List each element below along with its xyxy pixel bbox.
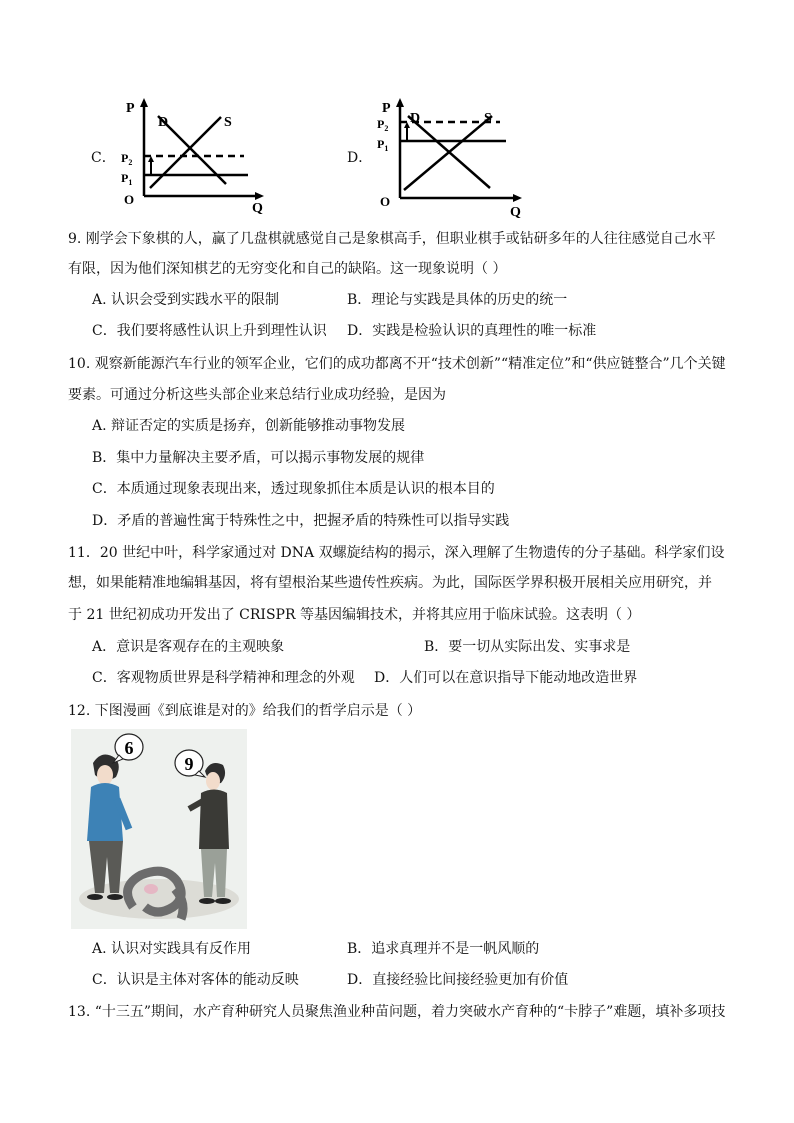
p1-label: $P_1$ — [121, 171, 133, 187]
q11-option-a: A．意识是客观存在的主观映象 — [92, 639, 285, 655]
axis-q-label: Q — [252, 201, 263, 216]
right-bubble-number: 9 — [184, 754, 194, 774]
curve-d-label: D — [158, 115, 169, 130]
q12-option-c: C．认识是主体对客体的能动反映 — [92, 972, 299, 988]
q13-stem-line1: 13. “十三五”期间，水产育种研究人员聚焦渔业种苗问题，着力突破水产育种的“卡脖子”难题，填补多项技 — [68, 1004, 726, 1020]
q11-stem-line2: 想，如果能精准地编辑基因，将有望根治某些遗传性疾病。为此，国际医学界积极开展相关应用研究，并 — [68, 575, 712, 591]
option-c-label: C． — [91, 150, 116, 166]
q9-option-b: B．理论与实践是具体的历史的统一 — [347, 292, 568, 308]
q12-option-d: D．直接经验比间接经验更加有价值 — [347, 972, 569, 988]
q12-option-a: A. 认识对实践具有反作用 — [92, 941, 252, 957]
q10-option-c: C．本质通过现象表现出来，透过现象抓住本质是认识的根本目的 — [92, 481, 495, 497]
q9-option-a: A. 认识会受到实践水平的限制 — [92, 292, 280, 308]
q11-option-d: D．人们可以在意识指导下能动地改造世界 — [374, 670, 638, 686]
q9-stem-line2: 有限，因为他们深知棋艺的无穷变化和自己的缺陷。这一现象说明（ ） — [68, 261, 507, 277]
q12-stem-line1: 12. 下图漫画《到底谁是对的》给我们的哲学启示是（ ） — [68, 703, 422, 719]
curve-s-label: S — [224, 115, 232, 130]
p2-label: $P_2$ — [121, 151, 133, 167]
axis-p-label: P — [126, 101, 135, 116]
q11-option-c: C．客观物质世界是科学精神和理念的外观 — [92, 670, 355, 686]
q12-option-b: B．追求真理并不是一帆风顺的 — [347, 941, 540, 957]
q9-stem-line1: 9. 刚学会下象棋的人，赢了几盘棋就感觉自己是象棋高手，但职业棋手或钻研多年的人往往感觉自己水平 — [68, 231, 716, 247]
cartoon-illustration — [71, 729, 247, 929]
q10-stem-line2: 要素。可通过分析这些头部企业来总结行业成功经验，是因为 — [68, 387, 446, 403]
q11-stem-line1: 11．20 世纪中叶，科学家通过对 DNA 双螺旋结构的揭示，深入理解了生物遗传的分子基础。科学家们设 — [68, 545, 725, 561]
supply-demand-graph-d — [374, 96, 530, 220]
curve-d-label: D — [410, 111, 421, 126]
left-person-face — [97, 765, 113, 785]
origin-label: O — [124, 192, 135, 207]
right-person-shirt — [199, 790, 229, 850]
q11-stem-line3: 于 21 世纪初成功开发出了 CRISPR 等基因编辑技术，并将其应用于临床试验。这表明（ ） — [68, 607, 641, 623]
q9-option-d: D．实践是检验认识的真理性的唯一标准 — [347, 323, 597, 339]
axis-p-label: P — [382, 101, 391, 116]
axis-q-label: Q — [510, 205, 521, 220]
option-d-label: D． — [347, 150, 373, 166]
left-bubble-number: 6 — [124, 738, 134, 758]
left-person-shirt — [87, 783, 123, 841]
right-person-face — [206, 772, 220, 790]
q9-option-c: C．我们要将感性认识上升到理性认识 — [92, 323, 327, 339]
q11-option-b: B．要一切从实际出发、实事求是 — [424, 639, 631, 655]
p2-label: $P_2$ — [377, 117, 389, 133]
origin-label: O — [380, 194, 391, 209]
q10-option-a: A. 辩证否定的实质是扬弃，创新能够推动事物发展 — [92, 418, 406, 434]
p1-label: $P_1$ — [377, 137, 389, 153]
q10-option-d: D．矛盾的普遍性寓于特殊性之中，把握矛盾的特殊性可以指导实践 — [92, 513, 510, 529]
q10-stem-line1: 10. 观察新能源汽车行业的领军企业，它们的成功都离不开“技术创新”“精准定位”和“供应链整合”几个关键 — [68, 356, 726, 372]
q10-option-b: B．集中力量解决主要矛盾，可以揭示事物发展的规律 — [92, 450, 425, 466]
supply-demand-graph-c — [118, 96, 270, 218]
curve-s-label: S — [484, 111, 492, 126]
